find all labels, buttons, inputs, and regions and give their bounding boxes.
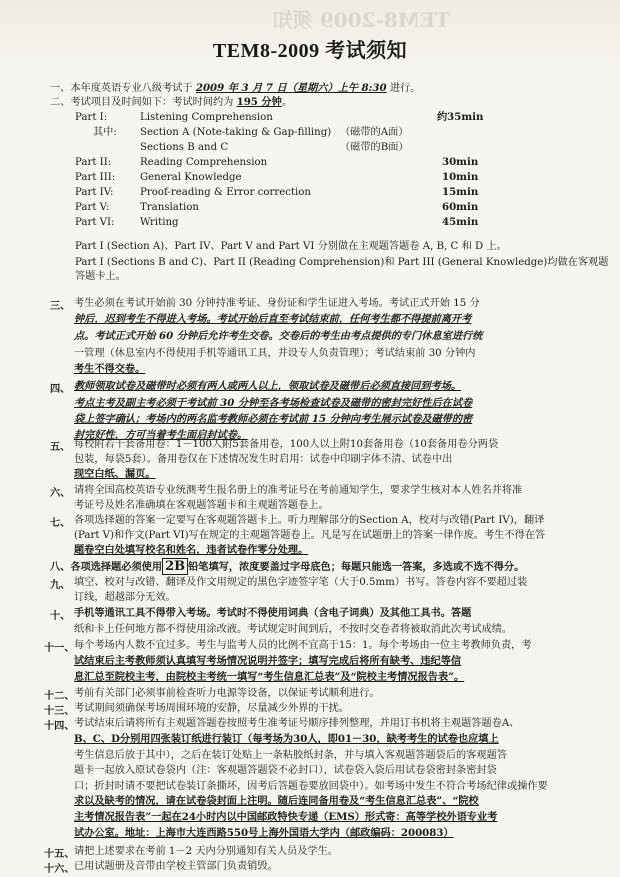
part-name: Section A (Note-taking & Gap-filling) bbox=[140, 127, 332, 138]
part-label: Part VI: bbox=[75, 217, 115, 228]
part-time: 15min bbox=[442, 186, 479, 198]
item-1: 一、本年度英语专业八级考试于 2009 年 3 月 7 日（星期六）上午 8:30 进行。 bbox=[50, 82, 421, 94]
answer-sheet-note: 答题卡上。 bbox=[75, 271, 126, 282]
part-time: 60min bbox=[442, 201, 479, 213]
item-2: 二、考试项目及时间如下：考试时间约为 195 分钟。 bbox=[50, 96, 292, 108]
part-name: Listening Comprehension bbox=[140, 112, 273, 123]
part-name: Sections B and C bbox=[140, 142, 229, 153]
part-name: General Knowledge bbox=[140, 172, 242, 183]
answer-sheet-note: Part I (Sections B and C)、Part II (Reading Comprehension)和 Part III (General Knowledge)均做在客观题 bbox=[75, 257, 609, 268]
part-time: 约35min bbox=[437, 111, 484, 123]
part-note: （磁带的A面） bbox=[340, 127, 409, 138]
part-label: Part V: bbox=[75, 202, 110, 213]
part-name: Writing bbox=[140, 217, 179, 228]
exam-date: 2009 年 3 月 7 日（星期六）上午 8:30 bbox=[195, 82, 387, 94]
part-label: Part I: bbox=[75, 112, 108, 123]
part-note: （磁带的B面） bbox=[340, 142, 409, 153]
part-name: Translation bbox=[140, 202, 199, 213]
part-label: 其中: bbox=[93, 127, 117, 138]
pencil-grade: 2B bbox=[162, 558, 188, 575]
part-time: 45min bbox=[442, 216, 479, 228]
item-8: 八、各项选择题必须使用 2B 铅笔填写，浓度要盖过字母底色；每题只能选一答案，多选或不选不得分。 bbox=[50, 559, 525, 574]
part-time: 30min bbox=[442, 156, 479, 168]
part-name: Reading Comprehension bbox=[140, 157, 268, 168]
part-time: 10min bbox=[442, 171, 479, 183]
page-title: TEM8-2009 考试须知 bbox=[212, 40, 408, 62]
part-label: Part II: bbox=[75, 157, 112, 168]
bleed-through-title: TEM8-2009 须知 bbox=[272, 8, 450, 32]
part-name: Proof-reading & Error correction bbox=[140, 187, 311, 198]
part-label: Part III: bbox=[75, 172, 116, 183]
document-page: TEM8-2009 须知 TEM8-2009 考试须知 一、本年度英语专业八级考试于 2009 年 3 月 7 日（星期六）上午 8:30 进行。 二、考试项目及时间如下：考试时间约为 195 分钟。 Part I: Listening Comprehension 约35min 其中: Section A (Note-taking & Gap-filling) （磁带的A面） Sections B and C （磁带的B面） Part II: Reading Comprehension 30min Part III: General Knowledge 10min Part IV: Proof-reading & Error correction 15min Part V: Translation 60min Part VI: Writing 45min Part I (Section A)、Part IV、Part V and Part VI 分别做在主观题答题卷 A, B, C 和 D 上。 Part I (Sections B and C)、Part II (Reading Comprehension)和 Part III (General Knowledge)均做在客观题 答题卡上。 三、 考生必须在考试开始前 30 分钟持准考证、身份证和学生证进入考场。考试正式开始 15 分 钟后，迟到考生不得进入考场。考试开始后直至考试结束前，任何考生都不得提前离开考 点。考试正式开始 60 分钟后允许考生交卷。交卷后的考生由考点提供的专门休息室进行统 一管理（休息室内不得使用手机等通讯工具，并设专人负责管理）；考试结束前 30 分钟内 考生不得交卷。 四、 教师领取试卷及磁带时必须有两人或两人以上，领取试卷及磁带后必须直接回到考场。 考点主考及副主考必须于考试前 30 分钟至各考场检查试卷及磁带的密封完好性后在试卷 袋上签字确认；考场内的两名监考教师必须在考试前 15 分钟向考生展示试卷及磁带的密 封完好性，方可当着考生面启封试卷。 五、 每校附若干套备用卷：1－100人附5套备用卷，100人以上附10套备用卷（10套备用卷分两袋 包装，每袋5套）。备用卷仅在下述情况发生时启用：试卷中印刷字体不清、试卷中出 现空白纸、漏页。 六、 请将全国高校英语专业统测考生报名册上的准考证号在考前通知学生，要求学生核对本人姓名并将准 考证号及姓名准确填在客观题答题卡和主观题答题卷上。 七、 各项选择题的答案一定要写在客观题答题卡上。听力理解部分的Section A，校对与改错(Part IV)，翻译 (Part V)和作文(Part VI)写在规定的主观题答题卷上。凡是写在试题册上的答案一律作废。考生不得在答 题卷空白处填写校名和姓名，违者试卷作零分处理。 八、各项选择题必须使用 2B 铅笔填写，浓度要盖过字母底色；每题只能选一答案，多选或不选不得分。 九、 填空、校对与改错、翻译及作文用规定的黑色字迹签字笔（大于0.5mm）书写。答卷内容不要超过装 订线，超越部分无效。 十、 手机等通讯工具不得带入考场。考试时不得使用词典（含电子词典）及其他工具书。答题 纸和卡上任何地方都不得使用涂改液。考试规定时间到后，不按时交卷者将被取消此次考试成绩。 十一、 每个考场内人数不宜过多。考生与监考人员的比例不宜高于15：1。每个考场由一位主考教师负责，考 试结束后主考教师须认真填写考场情况说明并签字；填写完成后将所有缺考、违纪等信 息汇总至院校主考，由院校主考统一填写“考生信息汇总表”及“院校主考情况报告表”。 十二、 考前有关部门必须事前检查听力电源等设备，以保证考试顺利进行。 十三、 考试期间须确保考场周围环境的安静，尽量减少外界的干扰。 十四、 考试结束后请将所有主观题答题卷按照考生准考证号顺序排列整理，并用订书机将主观题答题卷A、 B、C、D分别用四张装订纸进行装订（每考场为30人，即01－30，缺考考生的试卷也应填上 考生信息后放于其中），之后在装订处贴上一条粘胶纸封条，并与填入客观题答题袋后的客观题答 题卡一起放入原试卷袋内（注：客观题答题袋不必封口），试卷袋入袋后用试卷袋密封条密封袋 口；折封时请不要把试卷装订条撕坏，因考后答题卷要放回袋中）。如考场中发生不符合考场纪律或操作要 求以及缺考的情况，请在试卷袋封面上注明。随后连同备用卷及“考生信息汇总表”、“院校 主考情况报告表”一起在24小时内以中国邮政特快专递（EMS）形式寄：高等学校外语专业考 试办公室。地址：上海市大连西路550号上海外国语大学内（邮政编码：200083） 十五、 请把上述要求在考前 1－2 天内分别通知有关人员及学生。 十六、 已用试题册及音带由学校主管部门负责销毁。 bbox=[0, 0, 620, 877]
exam-duration: 195 分钟 bbox=[236, 96, 282, 108]
answer-sheet-note: Part I (Section A)、Part IV、Part V and Part VI 分别做在主观题答题卷 A, B, C 和 D 上。 bbox=[75, 241, 507, 252]
part-label: Part IV: bbox=[75, 187, 114, 198]
